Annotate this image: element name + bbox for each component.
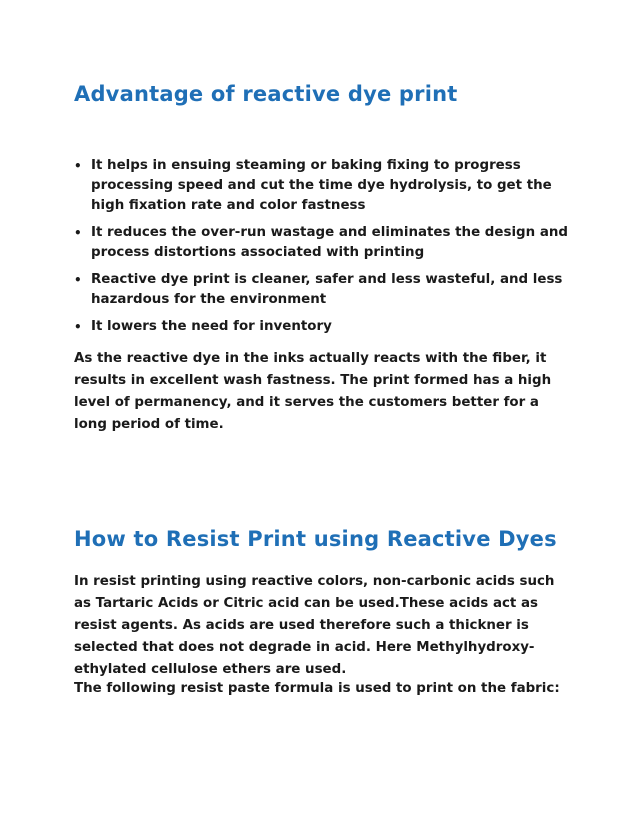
list-item [74, 270, 574, 310]
list-item-text: It helps in ensuing steaming or baking fixing to progress processing speed and cut the time dye hydrolysis, to get the high fixation rate and color fastness [91, 158, 552, 213]
resist-printing-paragraph: In resist printing using reactive colors, non-carbonic acids such as Tartaric Acids or Citric acid can be used.These acids act as resist agents. As acids are used therefore such a thickner is selected that does not degrade in acid. Here Methylhydroxy-ethylated cellulose ethers are used. [74, 574, 555, 677]
section-heading-resist-print: How to Resist Print using Reactive Dyes [74, 527, 557, 551]
section-heading-advantages: Advantage of reactive dye print [74, 82, 458, 106]
list-item [74, 223, 574, 263]
resist-paste-intro-paragraph: The following resist paste formula is used to print on the fabric: [74, 681, 560, 696]
wash-fastness-paragraph: As the reactive dye in the inks actually reacts with the fiber, it results in excellent wash fastness. The print formed has a high level of permanency, and it serves the customers better for a long period of time. [74, 351, 552, 432]
bullet-icon: • [74, 159, 82, 173]
bullet-icon: • [74, 320, 82, 334]
list-item [74, 317, 574, 337]
bullet-icon: • [74, 273, 82, 287]
advantages-list [74, 156, 574, 344]
bullet-icon: • [74, 226, 82, 240]
list-item [74, 156, 574, 216]
list-item-text: Reactive dye print is cleaner, safer and less wasteful, and less hazardous for the environment [91, 272, 563, 307]
list-item-text: It lowers the need for inventory [91, 319, 332, 334]
list-item-text: It reduces the over-run wastage and eliminates the design and process distortions associated with printing [91, 225, 568, 260]
